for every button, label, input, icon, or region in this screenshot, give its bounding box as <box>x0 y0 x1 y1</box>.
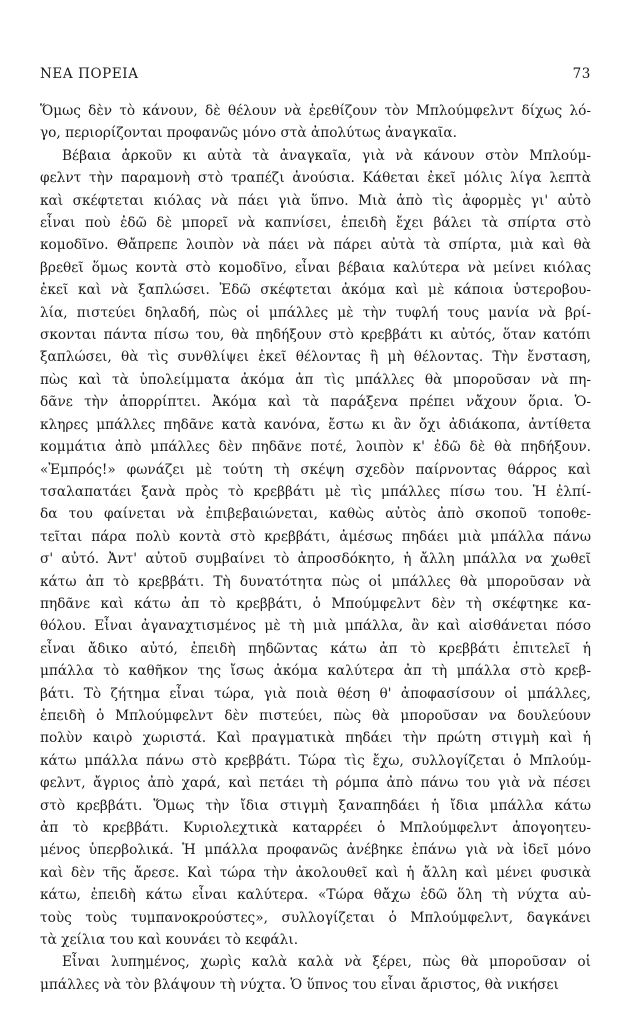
text-line: πολὺν καιρὸ χωριστά. Καὶ πραγματικὰ πηδάει τὴν πρώτη στιγμὴ καὶ ἡ <box>40 730 591 747</box>
text-line: Βέβαια ἀρκοῦν κι αὐτὰ τὰ ἀναγκαῖα, γιὰ νὰ κάνουν στὸν Μπλούμ- <box>62 147 591 164</box>
text-line: πηδᾶνε καὶ κάτω ἀπ τὸ κρεββάτι, ὁ Μπούμφελντ δὲν τὴ σκέφτηκε κα- <box>40 595 591 612</box>
text-line: φελντ τὴν παραμονὴ στὸ τραπέζι ἀνούσια. Κάθεται ἐκεῖ μόλις λίγα λεπτὰ <box>40 170 591 187</box>
text-line: ἀπ τὸ κρεββάτι. Κυριολεχτικὰ καταρρέει ὁ Μπλούμφελντ ἀπογοητευ- <box>40 820 591 836</box>
text-line: τεῖται πάρα πολὺ κοντὰ στὸ κρεββάτι, ἀμέσως πηδάει μιὰ μπάλλα πάνω <box>40 528 591 545</box>
text-line: εἶναι ποὺ ἐδῶ δὲ μπορεῖ νὰ καπνίσει, ἐπειδὴ ἔχει βάλει τὰ σπίρτα στὸ <box>40 215 591 232</box>
text-line: δα του φαίνεται νὰ ἐπιβεβαιώνεται, καθὼς αὐτὸς ἀπὸ σκοποῦ τοποθε- <box>40 506 591 523</box>
text-line: καὶ σκέφτεται κιόλας νὰ πάει γιὰ ὕπνο. Μιὰ ἀπὸ τὶς ἀφορμὲς γι' αὐτὸ <box>40 192 591 209</box>
text-line: ξαπλώσει, θὰ τὶς συνθλίψει ἐκεῖ θέλοντας ἢ μὴ θέλοντας. Τὴν ἔνσταση, <box>40 349 591 366</box>
page-number: 73 <box>572 66 591 82</box>
paragraph <box>40 100 591 145</box>
text-line: Εἶναι λυπημένος, χωρὶς καλὰ καλὰ νὰ ξέρει, πὼς θὰ μποροῦσαν οἱ <box>62 954 591 971</box>
text-line: στὸ κρεββάτι. Ὅμως τὴν ἴδια στιγμὴ ξαναπηδάει ἡ ἴδια μπάλλα κάτω <box>40 797 591 814</box>
text-line: τσαλαπατάει ξανὰ πρὸς τὸ κρεββάτι μὲ τὶς μπάλλες πίσω του. Ἡ ἐλπί- <box>40 483 591 500</box>
text-line: δᾶνε τὴν ἀπορρίπτει. Ἀκόμα καὶ τὰ παράξενα πρέπει νἄχουν ὅρια. Ὁ- <box>40 394 591 411</box>
text-line: καὶ δὲν τῆς ἄρεσε. Καὶ τώρα τὴν ἀκολουθεῖ καὶ ἡ ἄλλη καὶ μένει φυσικὰ <box>40 864 591 881</box>
text-line: τὰ χείλια του καὶ κουνάει τὸ κεφάλι. <box>40 932 299 949</box>
text-line: μπάλλες νὰ τὸν βλάψουν τὴ νύχτα. Ὁ ὕπνος του εἶναι ἄριστος, θὰ νικήσει <box>40 976 559 993</box>
text-line: κάτω ἀπ τὸ κρεββάτι. Τὴ δυνατότητα πὼς οἱ μπάλλες θὰ μποροῦσαν νὰ <box>40 573 591 590</box>
text-line: κάτω, ἐπειδὴ κάτω εἶναι καλύτερα. «Τώρα θἄχω ἐδῶ ὅλη τὴ νύχτα αὐ- <box>40 887 591 904</box>
text-line: κομοδῖνο. Θἄπρεπε λοιπὸν νὰ πάει νὰ πάρει αὐτὰ τὰ σπίρτα, μιὰ καὶ θὰ <box>40 237 591 254</box>
text-line: πὼς καὶ τὰ ὑπολείμματα ἀκόμα ἀπ τὶς μπάλλες θὰ μποροῦσαν νὰ πη- <box>40 371 591 388</box>
text-line: λία, πιστεύει δηλαδή, πὼς οἱ μπάλλες μὲ τὴν τυφλή τους μανία νὰ βρί- <box>40 304 591 321</box>
text-line: εἶναι ἄδικο αὐτό, ἐπειδὴ πηδῶντας κάτω ἀπ τὸ κρεββάτι ἐπιτελεῖ ἡ <box>40 640 591 657</box>
text-line: «Ἐμπρός!» φωνάζει μὲ τούτη τὴ σκέψη σχεδὸν παίρνοντας θάρρος καὶ <box>40 461 591 478</box>
paragraph <box>40 145 591 952</box>
text-line: τοὺς τοὺς τυμπανοκρούστες», συλλογίζεται ὁ Μπλούμφελντ, δαγκάνει <box>40 909 591 926</box>
body-text <box>40 100 591 996</box>
text-line: σ' αὐτό. Ἀντ' αὐτοῦ συμβαίνει τὸ ἀπροσδόκητο, ἡ ἄλλη μπάλλα να χωθεῖ <box>40 551 591 568</box>
text-line: κάτω μπάλλα πάνω στὸ κρεββάτι. Τώρα τὶς ἔχω, συλλογίζεται ὁ Μπλούμ- <box>40 752 591 769</box>
text-line: κομμάτια ἀπὸ μπάλλες δὲν πηδᾶνε ποτέ, λοιπὸν κ' ἐδῶ δὲ θὰ πηδήξουν. <box>40 439 591 456</box>
text-line: σκονται πάντα πίσω του, θὰ πηδήξουν στὸ κρεββάτι κι αὐτός, ὅταν κατόπι <box>40 327 591 344</box>
text-line: φελντ, ἄγριος ἀπὸ χαρά, καὶ πετάει τὴ ρόμπα ἀπὸ πάνω του γιὰ νὰ πέσει <box>40 775 591 792</box>
text-line: μένος ὑπερβολικά. Ἡ μπάλλα προφανῶς ἀνέβηκε ἐπάνω γιὰ νὰ ἰδεῖ μόνο <box>40 842 591 859</box>
paragraph <box>40 951 591 996</box>
text-line: Ὅμως δὲν τὸ κάνουν, δὲ θέλουν νὰ ἐρεθίζουν τὸν Μπλούμφελντ δίχως λό- <box>40 103 591 119</box>
text-line: ἐκεῖ καὶ νὰ ξαπλώσει. Ἐδῶ σκέφτεται ἀκόμα καὶ μὲ κάποια ὑστεροβου- <box>40 282 591 299</box>
text-line: βάτι. Τὸ ζήτημα εἶναι τώρα, γιὰ ποιὰ θέση θ' ἀποφασίσουν οἱ μπάλλες, <box>40 685 591 702</box>
text-line: ἐπειδὴ ὁ Μπλούμφελντ δὲν πιστεύει, πὼς θὰ μποροῦσαν να δουλεύουν <box>40 707 591 724</box>
text-line: βρεθεῖ ὅμως κοντὰ στὸ κομοδῖνο, εἶναι βέβαια καλύτερα νὰ μείνει κιόλας <box>40 259 591 276</box>
journal-title: ΝΕΑ ΠΟΡΕΙΑ <box>40 66 139 82</box>
running-header <box>40 66 591 82</box>
text-line: γο, περιορίζονται προφανῶς μόνο στὰ ἀπολύτως ἀναγκαῖα. <box>40 125 457 142</box>
text-line: μπάλλα τὸ καθῆκον της ἴσως ἀκόμα καλύτερα ἀπ τὴ μπάλλα στὸ κρεβ- <box>40 663 591 680</box>
text-line: κληρες μπάλλες πηδᾶνε κατὰ κανόνα, ἔστω κι ἂν ὄχι ἀδιάκοπα, ἀντίθετα <box>40 416 591 433</box>
text-line: θόλου. Εἶναι ἀγαναχτισμένος μὲ τὴ μιὰ μπάλλα, ἂν καὶ αἰσθάνεται πόσο <box>40 618 591 635</box>
